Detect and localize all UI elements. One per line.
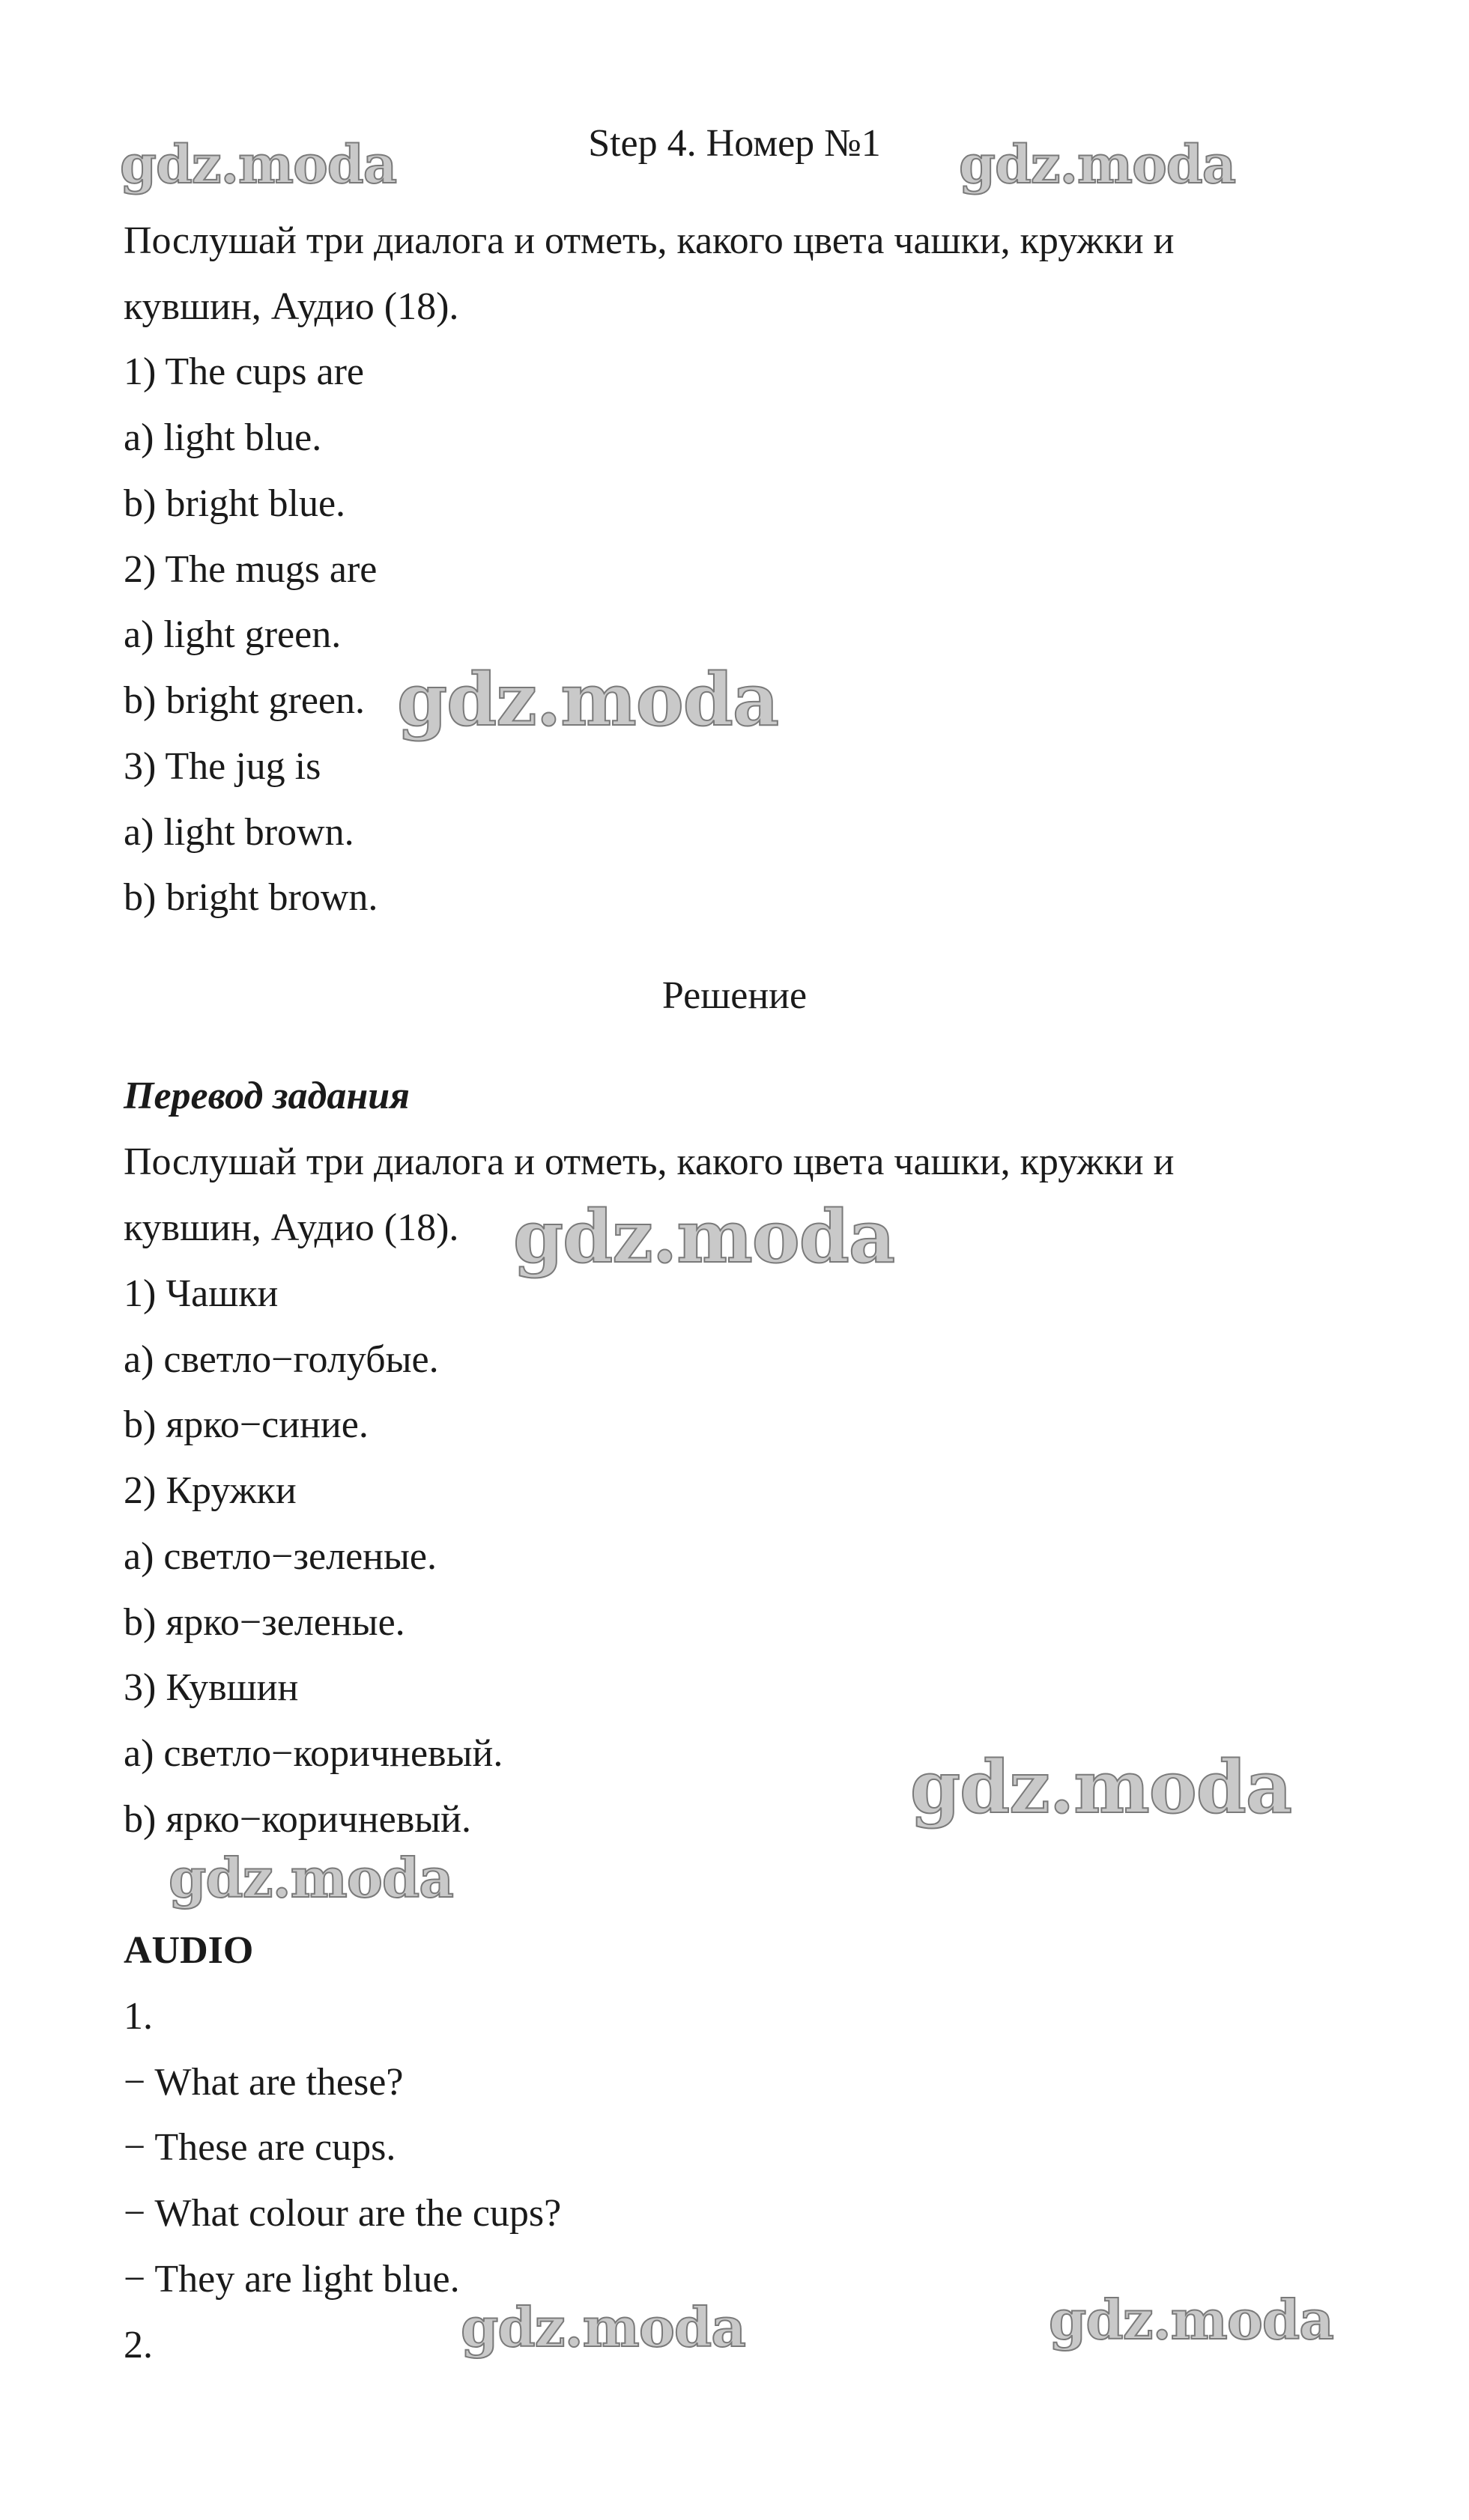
solution-heading: Решение [661, 974, 808, 1017]
task-instruction-line-1: Послушай три диалога и отметь, какого цвета чашки, кружки и [124, 219, 1175, 262]
watermark-logo: gdz.moda [169, 1846, 453, 1910]
dialogue-line: − These are cups. [124, 2126, 396, 2169]
dialogue-line: − What colour are the cups? [124, 2192, 562, 2235]
task-item: b) bright blue. [124, 482, 346, 525]
translation-item: 2) Кружки [124, 1469, 297, 1512]
task-item: b) bright brown. [124, 876, 378, 919]
translation-instruction-line-2: кувшин, Аудио (18). [124, 1206, 459, 1249]
watermark-logo: gdz.moda [1049, 2288, 1333, 2352]
dialogue-number: 1. [124, 1995, 153, 2038]
watermark-logo: gdz.moda [513, 1194, 895, 1279]
page-title: Step 4. Номер №1 [588, 122, 881, 165]
watermark-logo: gdz.moda [910, 1745, 1292, 1830]
task-item: a) light blue. [124, 416, 322, 459]
watermark-logo: gdz.moda [959, 133, 1236, 195]
task-item: a) light green. [124, 613, 342, 656]
dialogue-line: − What are these? [124, 2061, 404, 2104]
watermark-logo: gdz.moda [461, 2295, 745, 2359]
translation-title: Перевод задания [124, 1075, 410, 1117]
task-item: 3) The jug is [124, 745, 321, 788]
translation-item: a) светло−зеленые. [124, 1535, 437, 1578]
task-instruction-line-2: кувшин, Аудио (18). [124, 285, 459, 328]
audio-title: AUDIO [124, 1929, 254, 1972]
task-item: 1) The cups are [124, 350, 365, 393]
task-item: b) bright green. [124, 679, 366, 722]
translation-item: 3) Кувшин [124, 1666, 299, 1709]
watermark-logo: gdz.moda [120, 133, 397, 195]
translation-item: a) светло−коричневый. [124, 1732, 503, 1775]
task-item: 2) The mugs are [124, 548, 378, 591]
translation-item: b) ярко−синие. [124, 1403, 369, 1446]
translation-item: a) светло−голубые. [124, 1338, 439, 1381]
translation-instruction-line-1: Послушай три диалога и отметь, какого цвета чашки, кружки и [124, 1141, 1175, 1183]
translation-item: 1) Чашки [124, 1272, 279, 1315]
watermark-logo: gdz.moda [397, 658, 779, 742]
task-item: a) light brown. [124, 811, 354, 854]
dialogue-line: − They are light blue. [124, 2258, 460, 2301]
translation-item: b) ярко−зеленые. [124, 1601, 405, 1644]
dialogue-number: 2. [124, 2324, 153, 2366]
translation-item: b) ярко−коричневый. [124, 1798, 472, 1841]
